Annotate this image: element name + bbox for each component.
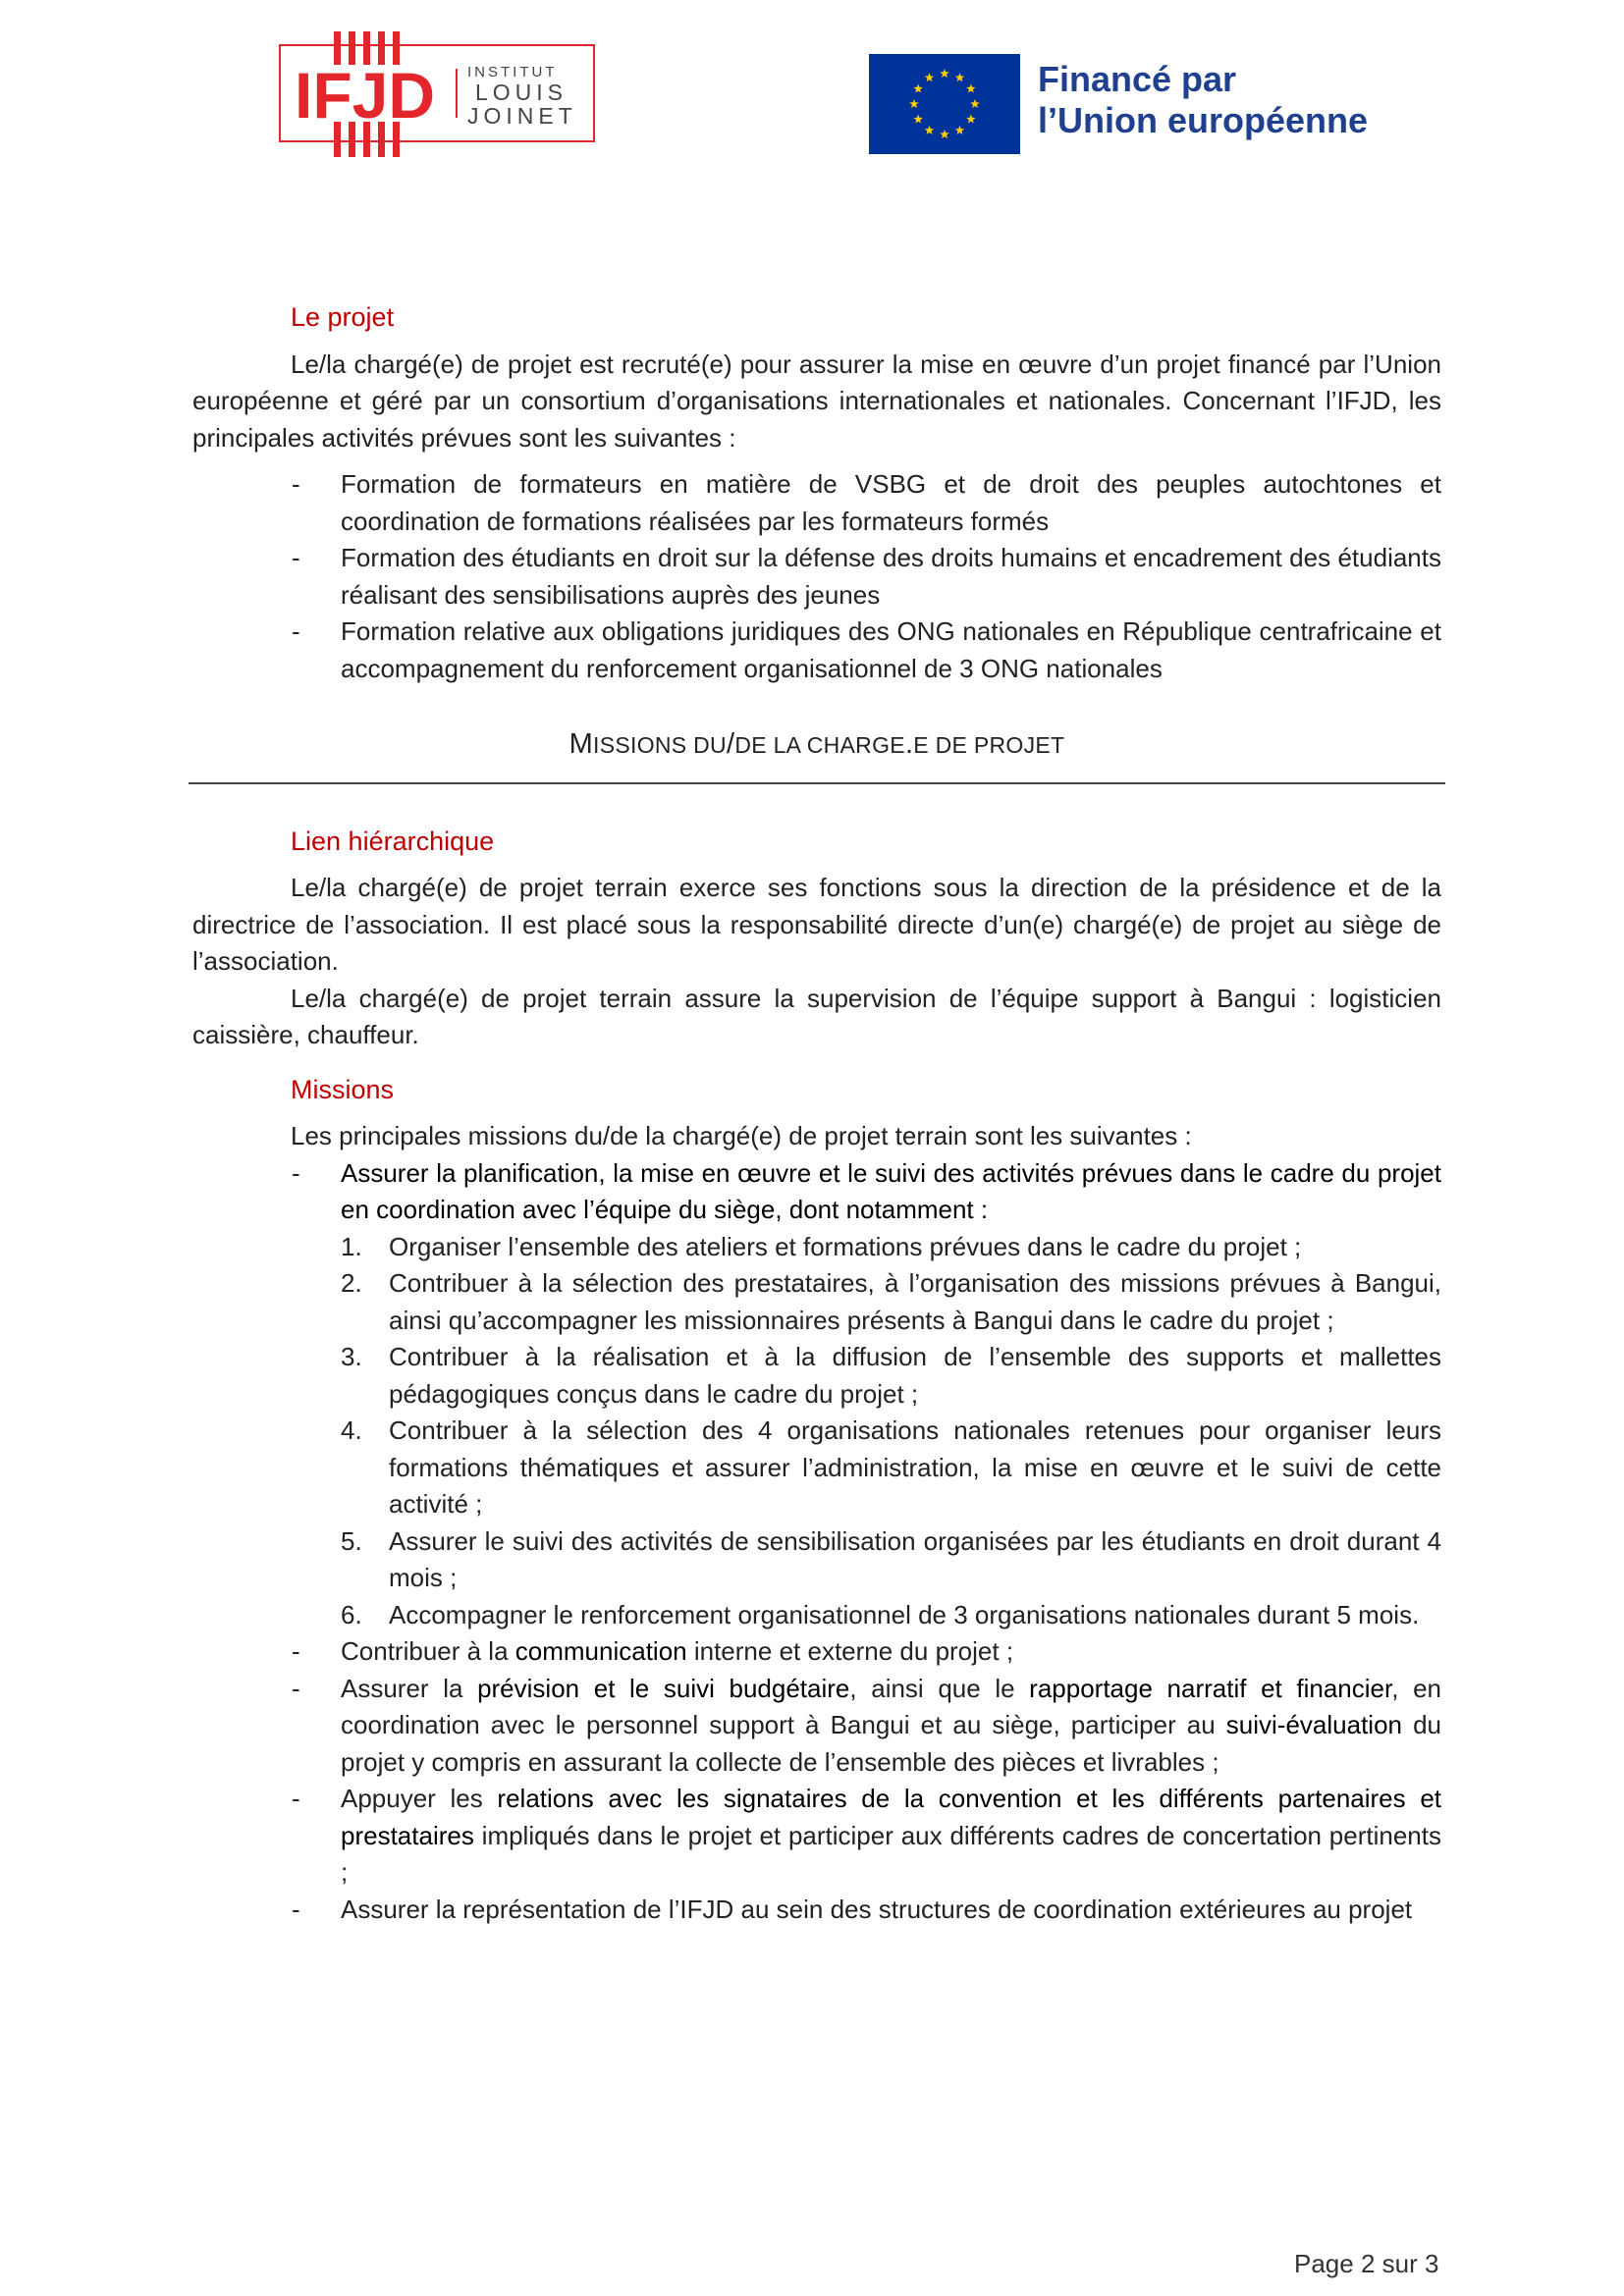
list-item: - Formation relative aux obligations juridiques des ONG nationales en République centrafricaine et accompagnement du renforcement organisationnel de 3 ONG nationales: [192, 614, 1441, 687]
item-text: Contribuer à la sélection des 4 organisations nationales retenues pour organiser leurs formations thématiques et assurer l’administration, la mise en œuvre et le suivi de cette activité ;: [389, 1415, 1441, 1519]
sublist-item: [192, 1229, 1441, 1266]
lien-paragraph-1: Le/la chargé(e) de projet terrain exerce ses fonctions sous la direction de la présidence et de la directrice de l’association. Il est placé sous la responsabilité directe d’un(e) chargé(e) de projet au siège de l’association.: [192, 873, 1441, 976]
text-run-emphasis: prévision et le suivi budgétaire: [477, 1673, 850, 1703]
mission-item: [192, 1781, 1441, 1892]
mission-item: [192, 1155, 1441, 1634]
sublist-item: [192, 1523, 1441, 1597]
ifjd-acronym: IFJD: [295, 59, 436, 132]
section-title-separator: /: [726, 728, 735, 760]
missions-intro: Les principales missions du/de la chargé(e) de projet terrain sont les suivantes :: [291, 1121, 1192, 1150]
item-text: Contribuer à la sélection des prestataires, à l’organisation des missions prévues à Bangui, ainsi qu’accompagner les missionnaires présents à Bangui dans le cadre du projet ;: [389, 1268, 1441, 1335]
text-run-emphasis: relations avec les signataires de la convention et les différents partenaires et prestataires: [341, 1784, 1441, 1850]
section-title-part: ISSIONS DU: [593, 732, 727, 758]
heading-lien-hierarchique: Lien hiérarchique: [291, 826, 495, 856]
item-number: 6.: [341, 1599, 362, 1629]
text-run: Contribuer à la: [341, 1636, 515, 1666]
mission-item: [192, 1671, 1441, 1782]
eu-funding-text: [1038, 59, 1368, 141]
text-run-emphasis: communication: [514, 1636, 687, 1666]
text-run: du projet y compris en assurant la collecte de l’ensemble des pièces et livrables ;: [341, 1710, 1441, 1777]
projet-activities-list: [192, 466, 1441, 687]
mission-item: - Assurer la représentation de l’IFJD au sein des structures de coordination extérieures au projet: [192, 1892, 1441, 1929]
mission-item: [192, 1633, 1441, 1671]
list-item: - Formation des étudiants en droit sur la défense des droits humains et encadrement des étudiants réalisant des sensibilisations auprès des jeunes: [192, 540, 1441, 614]
text-run: Assurer la: [341, 1673, 478, 1703]
section-title-dot: .: [904, 728, 914, 760]
text-run: impliqués dans le projet et participer aux différents cadres de concertation pertinents ;: [341, 1820, 1441, 1887]
section-title-part: E DE PROJET: [913, 732, 1065, 758]
eu-line1: Financé par: [1038, 59, 1237, 99]
projet-intro: Le/la chargé(e) de projet est recruté(e) pour assurer la mise en œuvre d’un projet financé par l’Union européenne et géré par un consortium d’organisations internationales et nationales. Concernant l’IFJD, les principales activités prévues sont les suivantes :: [192, 348, 1441, 453]
ifjd-line1: INSTITUT: [467, 64, 558, 80]
item-text: Accompagner le renforcement organisationnel de 3 organisations nationales durant 5 mois.: [389, 1599, 1420, 1629]
text-run-emphasis: rapportage narratif et financier: [1029, 1673, 1392, 1703]
ifjd-logo: [279, 31, 595, 157]
ifjd-line3: JOINET: [467, 103, 577, 129]
section-title-initial: M: [568, 728, 594, 760]
text-run: Appuyer les: [341, 1784, 498, 1813]
item-text: Assurer le suivi des activités de sensibilisation organisées par les étudiants en droit durant 4 mois ;: [389, 1525, 1441, 1592]
item-number: 2.: [341, 1268, 362, 1298]
lien-paragraph-2: Le/la chargé(e) de projet terrain assure la supervision de l’équipe support à Bangui : logisticien caissière, chauffeur.: [192, 983, 1441, 1049]
section-title-part: DE LA CHARGE: [734, 732, 905, 758]
missions-list: [192, 1155, 1441, 1929]
text-run-emphasis: suivi-évaluation: [1225, 1710, 1402, 1739]
sublist-item: [192, 1413, 1441, 1523]
mission-1-text: Assurer la planification, la mise en œuvre et le suivi des activités prévues dans le cadre du projet en coordination avec l’équipe du siège, dont notamment :: [341, 1157, 1441, 1224]
text-run: , en coordination avec le personnel support à Bangui et au siège, participer au: [341, 1673, 1441, 1739]
item-number: 4.: [341, 1415, 362, 1445]
item-number: 1.: [341, 1231, 362, 1261]
sublist-item: [192, 1339, 1441, 1413]
page-number: Page 2 sur 3: [1294, 2249, 1439, 2278]
item-text: Organiser l’ensemble des ateliers et formations prévues dans le cadre du projet ;: [389, 1231, 1302, 1261]
list-item: - Formation de formateurs en matière de VSBG et de droit des peuples autochtones et coordination de formations réalisées par les formateurs formés: [192, 466, 1441, 540]
item-number: 5.: [341, 1525, 362, 1556]
document-body: [192, 299, 1441, 1928]
mission-1-sublist: [192, 1229, 1441, 1634]
eu-line2: l’Union européenne: [1038, 100, 1369, 140]
sublist-item: [192, 1265, 1441, 1339]
heading-projet: Le projet: [291, 302, 395, 332]
text-run: , ainsi que le: [849, 1673, 1030, 1703]
section-title: [192, 726, 1441, 765]
ifjd-line2: LOUIS: [475, 80, 568, 105]
text-run: interne et externe du projet ;: [686, 1636, 1014, 1666]
sublist-item: [192, 1597, 1441, 1634]
item-text: Contribuer à la réalisation et à la diffusion de l’ensemble des supports et mallettes pédagogiques conçus dans le cadre du projet ;: [389, 1342, 1441, 1409]
heading-missions: Missions: [291, 1074, 395, 1104]
item-number: 3.: [341, 1342, 362, 1371]
